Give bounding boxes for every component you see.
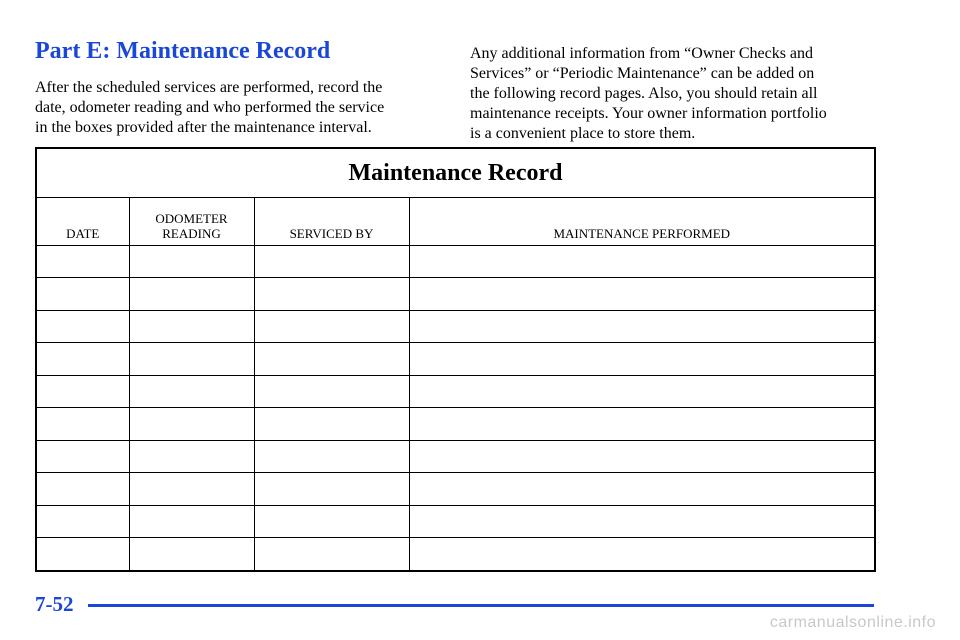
cell-serviced-by[interactable] xyxy=(254,246,409,278)
cell-odometer-reading[interactable] xyxy=(129,310,254,342)
additional-line: Any additional information from “Owner Checks and xyxy=(470,45,814,62)
table-row xyxy=(36,408,875,440)
cell-maintenance-performed[interactable] xyxy=(409,538,875,571)
table-row xyxy=(36,310,875,342)
cell-date[interactable] xyxy=(36,246,129,278)
cell-date[interactable] xyxy=(36,343,129,375)
additional-info-paragraph xyxy=(470,44,880,144)
cell-date[interactable] xyxy=(36,375,129,407)
additional-line: the following record pages. Also, you should retain all xyxy=(470,85,818,102)
cell-maintenance-performed[interactable] xyxy=(409,343,875,375)
cell-maintenance-performed[interactable] xyxy=(409,310,875,342)
column-header-odometer-line2: READING xyxy=(162,226,221,241)
cell-maintenance-performed[interactable] xyxy=(409,246,875,278)
column-header-serviced-by: SERVICED BY xyxy=(254,198,409,246)
additional-line: Services” or “Periodic Maintenance” can be added on xyxy=(470,65,815,82)
table-row xyxy=(36,538,875,571)
cell-maintenance-performed[interactable] xyxy=(409,440,875,472)
cell-maintenance-performed[interactable] xyxy=(409,473,875,505)
cell-odometer-reading[interactable] xyxy=(129,343,254,375)
cell-serviced-by[interactable] xyxy=(254,473,409,505)
table-row xyxy=(36,505,875,537)
cell-serviced-by[interactable] xyxy=(254,440,409,472)
column-header-odometer-line1: ODOMETER xyxy=(155,211,228,226)
column-header-date: DATE xyxy=(36,198,129,246)
table-row xyxy=(36,278,875,310)
cell-serviced-by[interactable] xyxy=(254,310,409,342)
table-row xyxy=(36,440,875,472)
cell-date[interactable] xyxy=(36,310,129,342)
intro-line: in the boxes provided after the maintenance interval. xyxy=(35,119,372,136)
intro-paragraph xyxy=(35,78,435,138)
cell-serviced-by[interactable] xyxy=(254,343,409,375)
watermark: carmanualsonline.info xyxy=(769,614,936,631)
cell-serviced-by[interactable] xyxy=(254,375,409,407)
cell-serviced-by[interactable] xyxy=(254,278,409,310)
cell-odometer-reading[interactable] xyxy=(129,440,254,472)
cell-date[interactable] xyxy=(36,408,129,440)
footer-rule xyxy=(88,604,874,607)
cell-maintenance-performed[interactable] xyxy=(409,408,875,440)
record-rows xyxy=(36,246,875,572)
cell-odometer-reading[interactable] xyxy=(129,505,254,537)
cell-maintenance-performed[interactable] xyxy=(409,278,875,310)
table-row xyxy=(36,343,875,375)
table-row xyxy=(36,473,875,505)
additional-line: is a convenient place to store them. xyxy=(470,125,696,142)
page-number: 7-52 xyxy=(35,592,74,616)
intro-line: date, odometer reading and who performed the service xyxy=(35,99,385,116)
cell-serviced-by[interactable] xyxy=(254,408,409,440)
intro-line: After the scheduled services are performed, record the xyxy=(35,79,383,96)
table-title-cell xyxy=(36,148,875,198)
cell-date[interactable] xyxy=(36,473,129,505)
column-header-odometer-reading xyxy=(129,198,254,246)
section-title: Part E: Maintenance Record xyxy=(35,38,331,64)
cell-odometer-reading[interactable] xyxy=(129,246,254,278)
cell-date[interactable] xyxy=(36,505,129,537)
cell-odometer-reading[interactable] xyxy=(129,538,254,571)
cell-odometer-reading[interactable] xyxy=(129,278,254,310)
cell-odometer-reading[interactable] xyxy=(129,375,254,407)
table-title: Maintenance Record xyxy=(348,159,563,186)
additional-line: maintenance receipts. Your owner information portfolio xyxy=(470,105,827,122)
table-row xyxy=(36,246,875,278)
table-row xyxy=(36,375,875,407)
cell-maintenance-performed[interactable] xyxy=(409,375,875,407)
maintenance-record-table xyxy=(35,147,876,572)
cell-odometer-reading[interactable] xyxy=(129,408,254,440)
column-header-maintenance-performed: MAINTENANCE PERFORMED xyxy=(409,198,875,246)
cell-serviced-by[interactable] xyxy=(254,505,409,537)
cell-maintenance-performed[interactable] xyxy=(409,505,875,537)
cell-date[interactable] xyxy=(36,278,129,310)
cell-serviced-by[interactable] xyxy=(254,538,409,571)
cell-date[interactable] xyxy=(36,440,129,472)
cell-odometer-reading[interactable] xyxy=(129,473,254,505)
cell-date[interactable] xyxy=(36,538,129,571)
